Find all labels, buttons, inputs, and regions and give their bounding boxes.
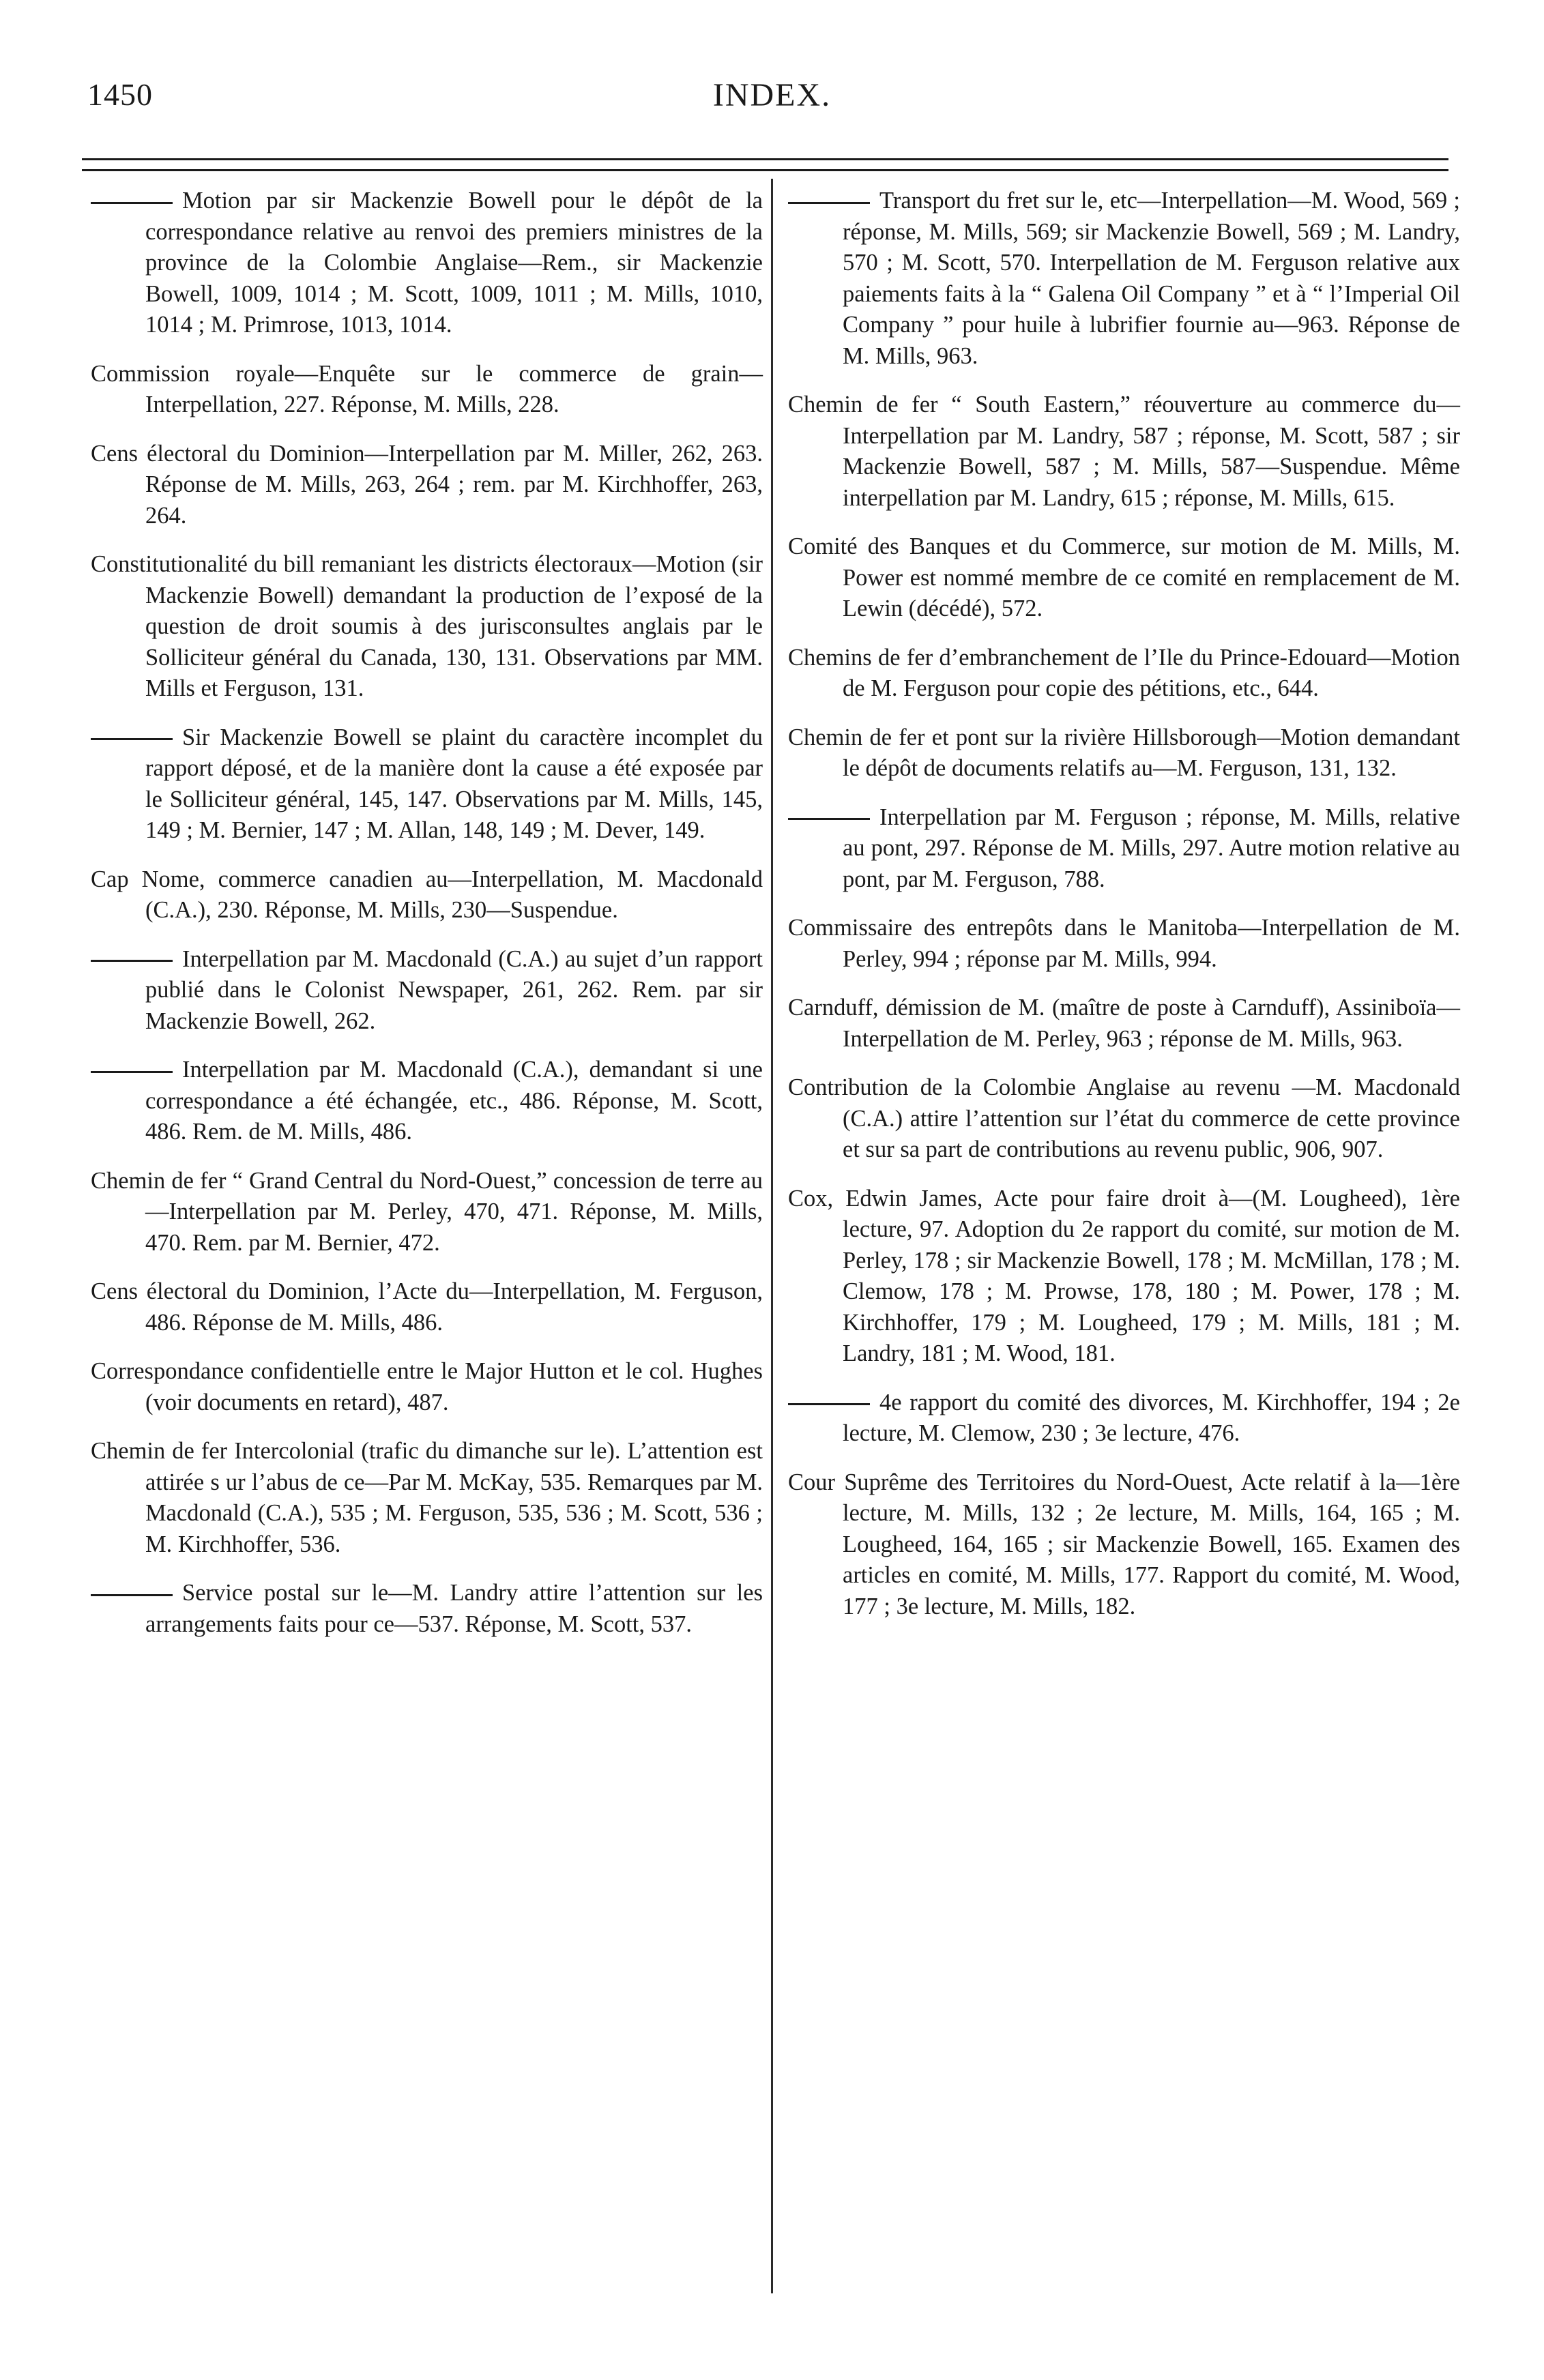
index-entry: [91, 864, 763, 926]
index-entry: [788, 913, 1460, 975]
index-entry: [91, 439, 763, 532]
ditto-dash: [91, 1071, 173, 1073]
entry-text: Interpellation par M. Macdonald (C.A.), demandant si une correspondance a été échangée, etc., 486. Réponse, M. Scott, 486. Rem. de M. Mills, 486.: [145, 1057, 763, 1145]
entry-text: Interpellation par M. Macdonald (C.A.) au sujet d’un rapport publié dans le Colonist Newspaper, 261, 262. Rem. par sir Mackenzie Bowell, 262.: [145, 945, 763, 1034]
entry-text: Contribution de la Colombie Anglaise au revenu —M. Macdonald (C.A.) attire l’attention sur l’état du commerce de cette province et sur sa part de contributions au revenu public, 906, 907.: [788, 1074, 1460, 1162]
index-entry: [788, 1184, 1460, 1370]
index-subentry: [788, 1387, 1460, 1450]
index-entry: [788, 993, 1460, 1055]
index-subentry: [91, 722, 763, 847]
index-entry: [91, 1436, 763, 1560]
entry-text: Cox, Edwin James, Acte pour faire droit à—(M. Lougheed), 1ère lecture, 97. Adoption du 2e rapport du comité, sur motion de M. Perley, 178 ; sir Mackenzie Bowell, 178 ; M. McMillan, 178 ; M. Clemow, 178 ; M. Prowse, 178, 180 ; M. Power, 178 ; M. Kirchhoffer, 179 ; M. Lougheed, 179 ; M. Mills, 181 ; M. Landry, 181 ; M. Wood, 181.: [788, 1185, 1460, 1366]
ditto-dash: [91, 738, 173, 740]
entry-text: Commissaire des entrepôts dans le Manitoba—Interpellation de M. Perley, 994 ; réponse par M. Mills, 994.: [788, 915, 1460, 972]
index-column-right: [788, 186, 1460, 1640]
entry-text: Chemins de fer d’embranchement de l’Ile du Prince-Edouard—Motion de M. Ferguson pour copie des pétitions, etc., 644.: [788, 644, 1460, 701]
index-subentry: [91, 1578, 763, 1640]
index-entry: [788, 722, 1460, 784]
index-entry: [788, 390, 1460, 514]
entry-text: Cens électoral du Dominion, l’Acte du—Interpellation, M. Ferguson, 486. Réponse de M. Mills, 486.: [91, 1278, 763, 1336]
entry-text: Correspondance confidentielle entre le Major Hutton et le col. Hughes (voir documents en retard), 487.: [91, 1358, 763, 1415]
entry-text: Cour Suprême des Territoires du Nord-Ouest, Acte relatif à la—1ère lecture, M. Mills, 132 ; 2e lecture, M. Mills, 164, 165 ; M. Lougheed, 164, 165 ; sir Mackenzie Bowell, 165. Examen des articles en comité, M. Mills, 177. Rapport du comité, M. Wood, 177 ; 3e lecture, M. Mills, 182.: [788, 1469, 1460, 1619]
header-rule-bottom: [82, 169, 1448, 171]
entry-text: Carnduff, démission de M. (maître de poste à Carnduff), Assiniboïa—Interpellation de M. Perley, 963 ; réponse de M. Mills, 963.: [788, 995, 1460, 1052]
entry-text: Motion par sir Mackenzie Bowell pour le dépôt de la correspondance relative au renvoi des premiers ministres de la province de la Colombie Anglaise—Rem., sir Mackenzie Bowell, 1009, 1014 ; M. Scott, 1009, 1011 ; M. Mills, 1010, 1014 ; M. Primrose, 1013, 1014.: [145, 188, 763, 338]
index-entry: [91, 1276, 763, 1338]
page-title: INDEX.: [712, 77, 832, 113]
entry-text: Chemin de fer “ Grand Central du Nord-Ouest,” concession de terre au—Interpellation par M. Perley, 470, 471. Réponse, M. Mills, 470. Rem. par M. Bernier, 472.: [91, 1167, 763, 1256]
index-subentry: [788, 802, 1460, 896]
ditto-dash: [788, 202, 870, 204]
entry-text: Chemin de fer Intercolonial (trafic du dimanche sur le). L’attention est attirée s ur l’abus de ce—Par M. McKay, 535. Remarques par M. Macdonald (C.A.), 535 ; M. Ferguson, 535, 536 ; M. Scott, 536 ; M. Kirchhoffer, 536.: [91, 1438, 763, 1557]
entry-text: Commission royale—Enquête sur le commerce de grain—Interpellation, 227. Réponse, M. Mills, 228.: [91, 360, 763, 417]
header-rule-top: [82, 158, 1448, 160]
column-divider: [771, 179, 773, 2293]
ditto-dash: [788, 1403, 870, 1405]
index-subentry: [788, 186, 1460, 372]
index-entry: [788, 1072, 1460, 1166]
index-entry: [788, 643, 1460, 705]
entry-text: Cens électoral du Dominion—Interpellation par M. Miller, 262, 263. Réponse de M. Mills, 263, 264 ; rem. par M. Kirchhoffer, 263, 264.: [91, 440, 763, 529]
index-entry: [91, 1166, 763, 1259]
entry-text: Constitutionalité du bill remaniant les districts électoraux—Motion (sir Mackenzie Bowell) demandant la production de l’exposé de la question de droit soumis à des jurisconsultes anglais par le Solliciteur général du Canada, 130, 131. Observations par MM. Mills et Ferguson, 131.: [91, 551, 763, 701]
entry-text: Chemin de fer “ South Eastern,” réouverture au commerce du—Interpellation par M. Landry, 587 ; réponse, M. Scott, 587 ; sir Mackenzie Bowell, 587 ; M. Mills, 587—Suspendue. Même interpellation par M. Landry, 615 ; réponse, M. Mills, 615.: [788, 392, 1460, 511]
index-entry: [788, 1467, 1460, 1623]
ditto-dash: [788, 818, 870, 820]
entry-text: Sir Mackenzie Bowell se plaint du caractère incomplet du rapport déposé, et de la manière dont la cause a été exposée par le Solliciteur général, 145, 147. Observations par M. Mills, 145, 149 ; M. Bernier, 147 ; M. Allan, 148, 149 ; M. Dever, 149.: [145, 724, 763, 843]
page-number: 1450: [87, 77, 153, 112]
index-subentry: [91, 1055, 763, 1148]
index-entry: [91, 549, 763, 705]
index-entry: [91, 359, 763, 421]
entry-text: Interpellation par M. Ferguson ; réponse, M. Mills, relative au pont, 297. Réponse de M. Mills, 297. Autre motion relative au pont, par M. Ferguson, 788.: [843, 804, 1460, 892]
index-column-left: [91, 186, 763, 1658]
entry-text: 4e rapport du comité des divorces, M. Kirchhoffer, 194 ; 2e lecture, M. Clemow, 230 ; 3e lecture, 476.: [843, 1389, 1460, 1446]
index-subentry: [91, 944, 763, 1038]
index-subentry: [91, 186, 763, 341]
entry-text: Comité des Banques et du Commerce, sur motion de M. Mills, M. Power est nommé membre de ce comité en remplacement de M. Lewin (décédé), 572.: [788, 533, 1460, 621]
entry-text: Service postal sur le—M. Landry attire l’attention sur les arrangements faits pour ce—537. Réponse, M. Scott, 537.: [145, 1580, 763, 1637]
ditto-dash: [91, 960, 173, 962]
entry-text: Transport du fret sur le, etc—Interpellation—M. Wood, 569 ; réponse, M. Mills, 569; sir Mackenzie Bowell, 569 ; M. Landry, 570 ; M. Scott, 570. Interpellation de M. Ferguson relative aux paiements faits à la “ Galena Oil Company ” et à “ l’Imperial Oil Company ” pour huile à lubrifier fournie au—963. Réponse de M. Mills, 963.: [843, 188, 1460, 369]
index-entry: [788, 531, 1460, 625]
index-entry: [91, 1356, 763, 1418]
ditto-dash: [91, 1594, 173, 1596]
entry-text: Chemin de fer et pont sur la rivière Hillsborough—Motion demandant le dépôt de documents relatifs au—M. Ferguson, 131, 132.: [788, 724, 1460, 781]
entry-text: Cap Nome, commerce canadien au—Interpellation, M. Macdonald (C.A.), 230. Réponse, M. Mills, 230—Suspendue.: [91, 866, 763, 923]
ditto-dash: [91, 202, 173, 204]
